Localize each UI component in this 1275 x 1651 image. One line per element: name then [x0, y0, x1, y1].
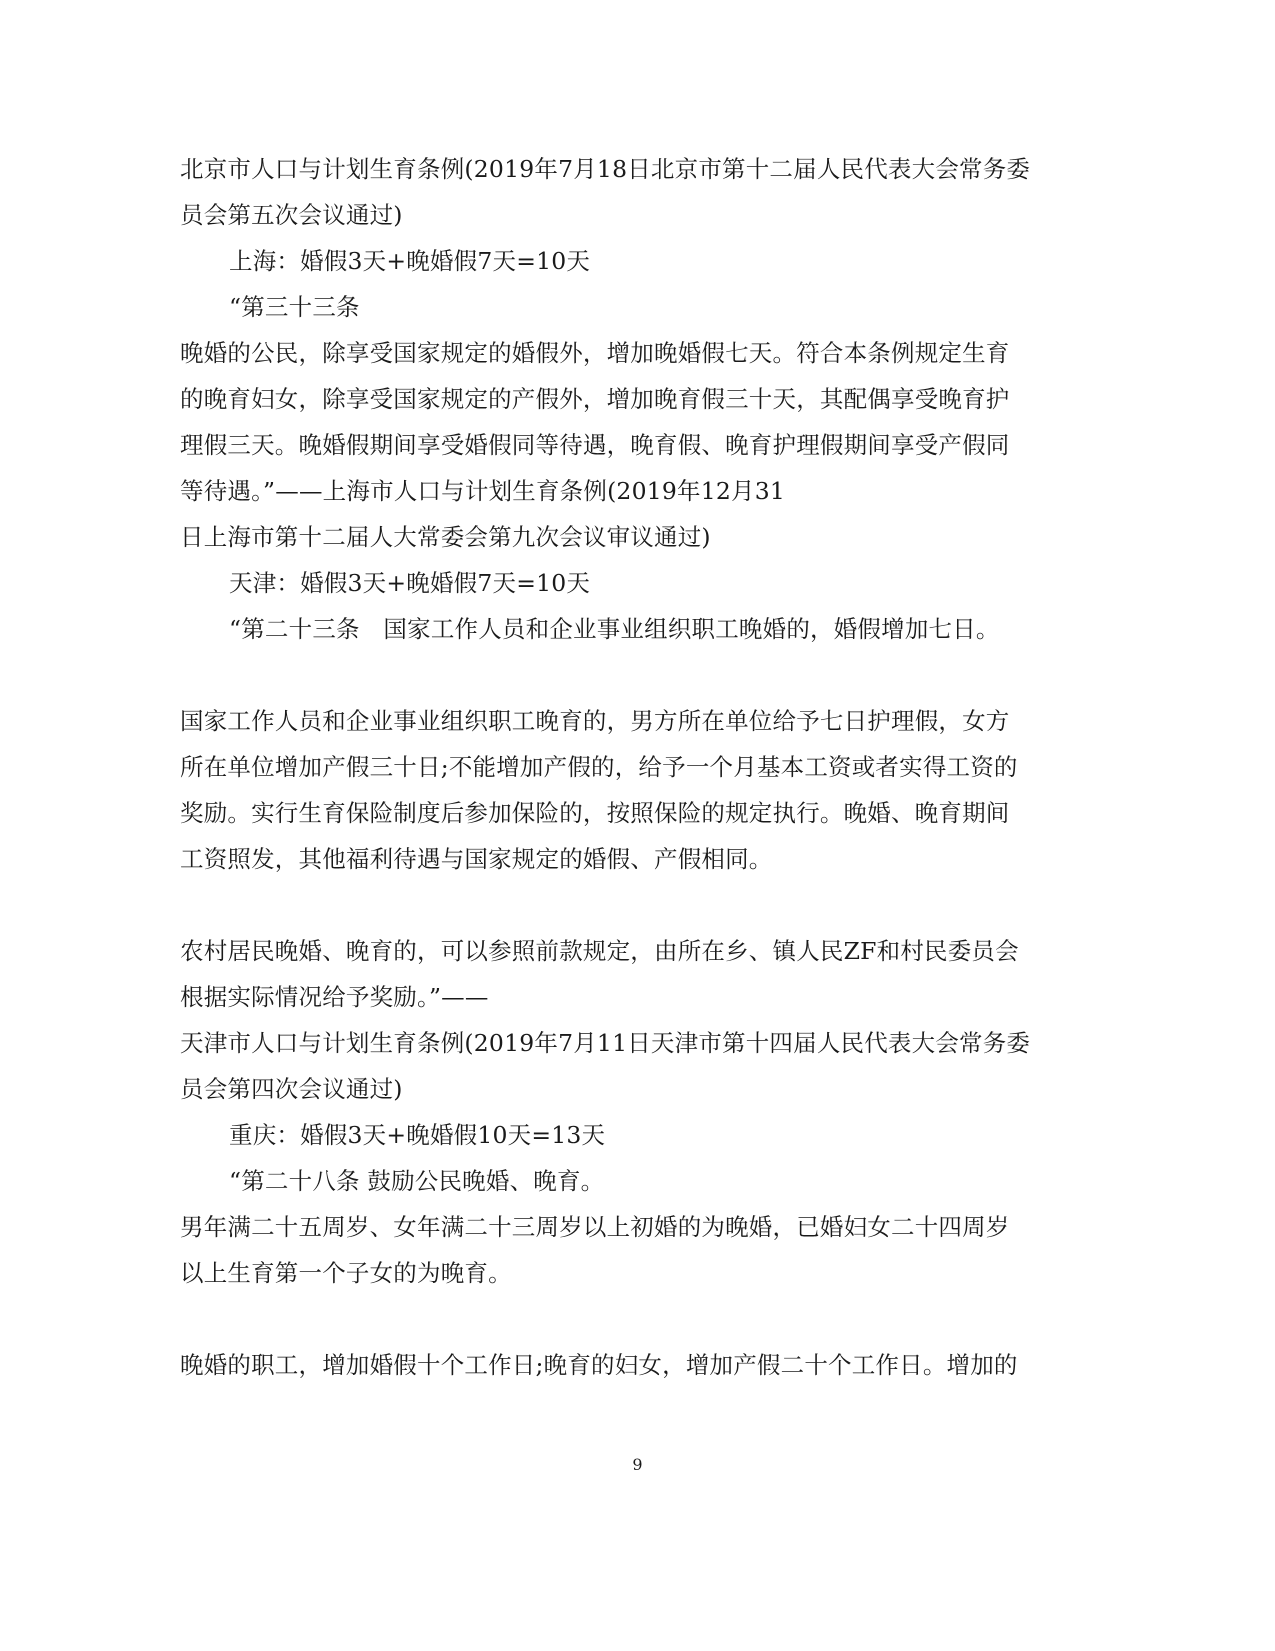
text-line: 国家工作人员和企业事业组织职工晚育的，男方所在单位给予七日护理假，女方: [180, 707, 1010, 735]
text-line: “第二十八条 鼓励公民晚婚、晚育。: [229, 1167, 605, 1195]
text-line: 天津市人口与计划生育条例(2019年7月11日天津市第十四届人民代表大会常务委: [180, 1029, 1031, 1057]
text-line: 员会第五次会议通过): [180, 201, 403, 229]
text-line: 北京市人口与计划生育条例(2019年7月18日北京市第十二届人民代表大会常务委: [180, 155, 1031, 183]
text-line: 理假三天。晚婚假期间享受婚假同等待遇，晚育假、晚育护理假期间享受产假同: [180, 431, 1010, 459]
text-line: 所在单位增加产假三十日;不能增加产假的，给予一个月基本工资或者实得工资的: [180, 753, 1018, 781]
text-line: 根据实际情况给予奖励。”——: [180, 983, 489, 1011]
text-line: 员会第四次会议通过): [180, 1075, 403, 1103]
text-line: 日上海市第十二届人大常委会第九次会议审议通过): [180, 523, 711, 551]
text-line: 以上生育第一个子女的为晚育。: [180, 1259, 512, 1287]
page-number: 9: [632, 1455, 643, 1474]
text-line: 天津：婚假3天+晚婚假7天=10天: [229, 569, 591, 597]
text-line: 男年满二十五周岁、女年满二十三周岁以上初婚的为晚婚，已婚妇女二十四周岁: [180, 1213, 1010, 1241]
text-line: “第二十三条 国家工作人员和企业事业组织职工晚婚的，婚假增加七日。: [229, 615, 1000, 643]
text-line: 农村居民晚婚、晚育的，可以参照前款规定，由所在乡、镇人民ZF和村民委员会: [180, 937, 1019, 965]
text-line: 等待遇。”——上海市人口与计划生育条例(2019年12月31: [180, 477, 786, 505]
text-line: 奖励。实行生育保险制度后参加保险的，按照保险的规定执行。晚婚、晚育期间: [180, 799, 1010, 827]
text-line: 上海：婚假3天+晚婚假7天=10天: [229, 247, 591, 275]
text-line: 重庆：婚假3天+晚婚假10天=13天: [229, 1121, 606, 1149]
text-line: 的晚育妇女，除享受国家规定的产假外，增加晚育假三十天，其配偶享受晚育护: [180, 385, 1010, 413]
text-line: “第三十三条: [229, 293, 360, 321]
text-line: 工资照发，其他福利待遇与国家规定的婚假、产假相同。: [180, 845, 773, 873]
text-line: 晚婚的职工，增加婚假十个工作日;晚育的妇女，增加产假二十个工作日。增加的: [180, 1351, 1018, 1379]
text-line: 晚婚的公民，除享受国家规定的婚假外，增加晚婚假七天。符合本条例规定生育: [180, 339, 1010, 367]
